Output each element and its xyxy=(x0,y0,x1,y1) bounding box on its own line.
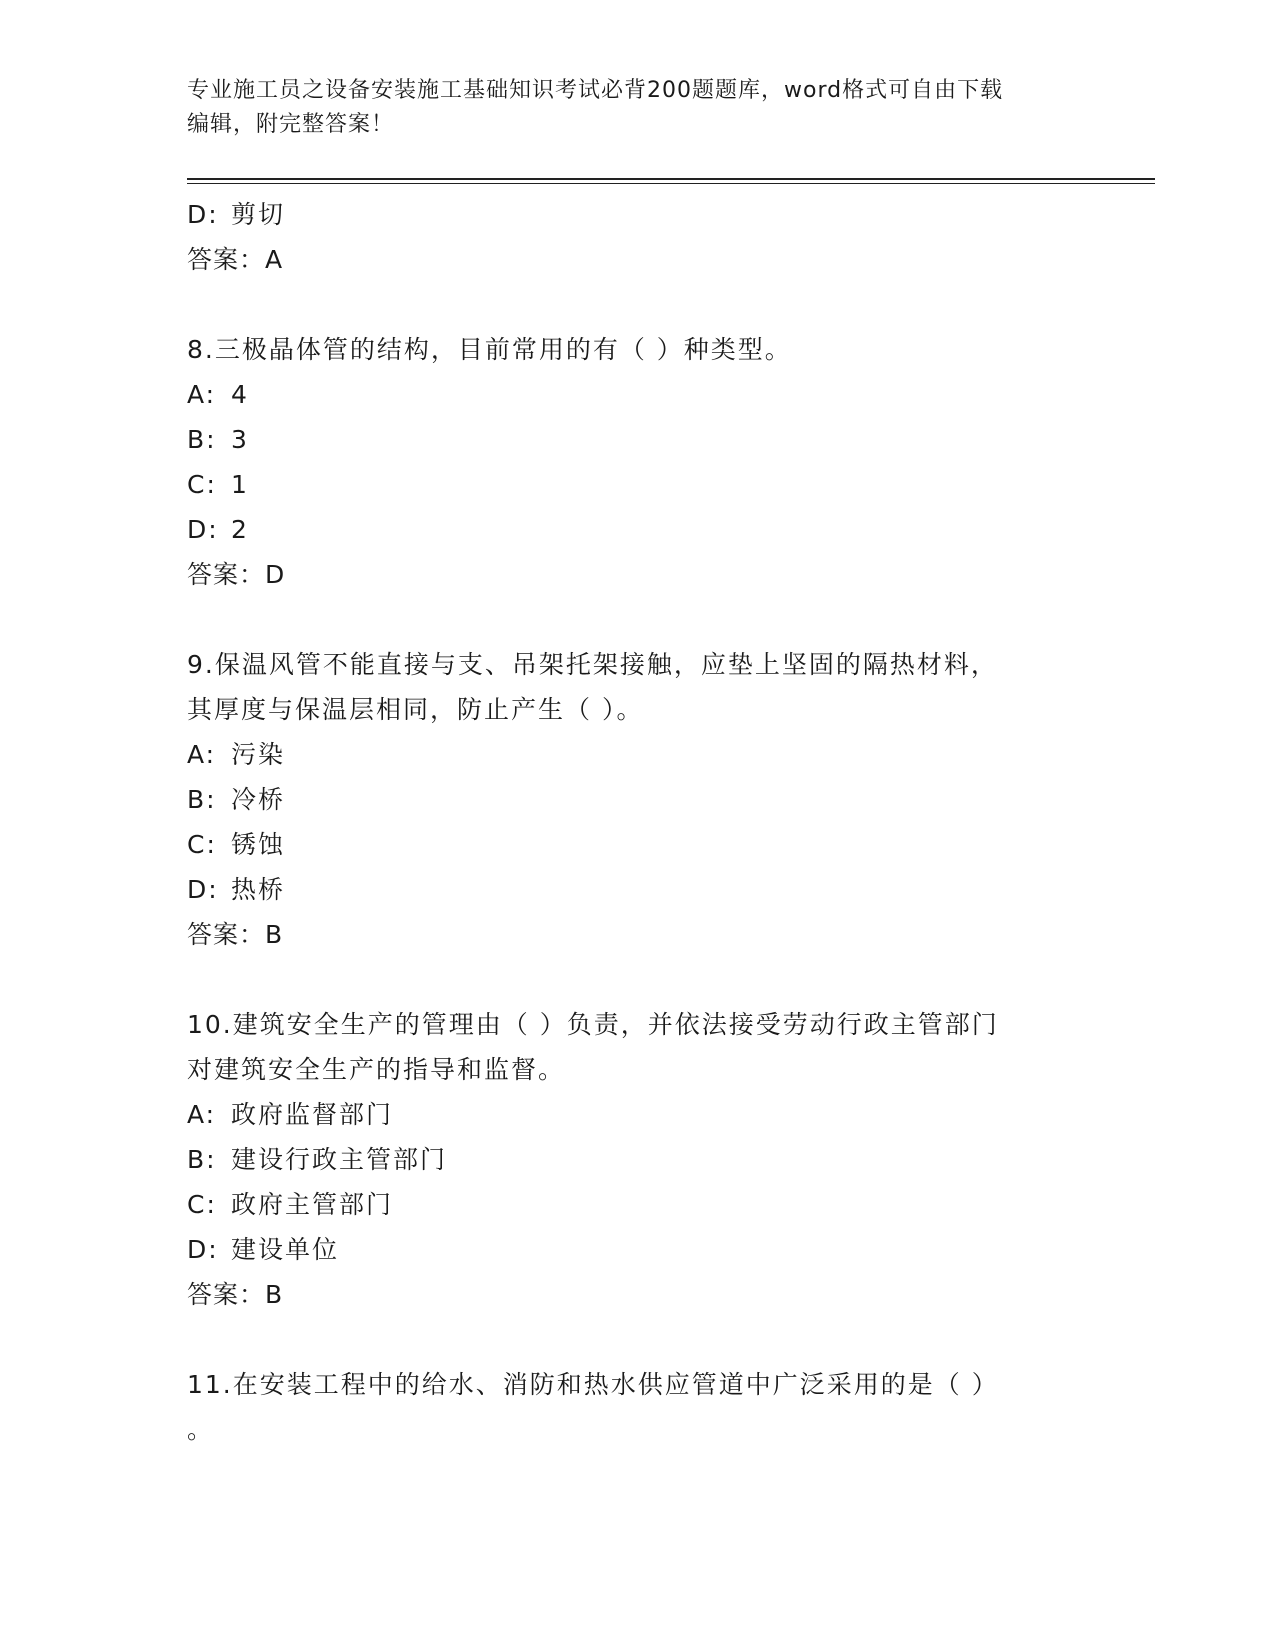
answer: 答案：D xyxy=(187,560,286,589)
option-key: D: xyxy=(187,875,219,904)
option-key: B: xyxy=(187,785,217,814)
option-key: C: xyxy=(187,470,217,499)
option-key: C: xyxy=(187,1190,217,1219)
document-header xyxy=(187,74,1087,142)
question-stem-line-1: 11.在安装工程中的给水、消防和热水供应管道中广泛采用的是（ ） xyxy=(187,1370,999,1399)
option-text: 1 xyxy=(231,470,249,499)
option-b xyxy=(187,417,1087,462)
option-text: 3 xyxy=(231,425,249,454)
header-line-1: 专业施工员之设备安装施工基础知识考试必背200题题库，word格式可自由下载 xyxy=(187,78,1004,103)
option-key: D: xyxy=(187,515,219,544)
header-divider-thin xyxy=(187,183,1155,184)
option-key: A: xyxy=(187,380,217,409)
question-9 xyxy=(187,642,1087,957)
question-11 xyxy=(187,1362,1087,1452)
option-a xyxy=(187,372,1087,417)
question-stem-line-1: 10.建筑安全生产的管理由（ ）负责，并依法接受劳动行政主管部门 xyxy=(187,1010,999,1039)
option-key: B: xyxy=(187,425,217,454)
option-c xyxy=(187,462,1087,507)
option-text: 政府监督部门 xyxy=(231,1100,394,1129)
question-stem-line-1: 9.保温风管不能直接与支、吊架托架接触，应垫上坚固的隔热材料， xyxy=(187,650,998,679)
document-body xyxy=(187,192,1087,1452)
option-key: C: xyxy=(187,830,217,859)
option-a xyxy=(187,732,1087,777)
prev-question xyxy=(187,192,1087,282)
option-text: 政府主管部门 xyxy=(231,1190,394,1219)
option-text: 4 xyxy=(231,380,249,409)
option-a xyxy=(187,1092,1087,1137)
option-d xyxy=(187,507,1087,552)
option-key: A: xyxy=(187,1100,217,1129)
question-stem-line-2: 。 xyxy=(187,1415,215,1444)
option-text: 热桥 xyxy=(231,875,286,904)
option-text: 建设单位 xyxy=(231,1235,340,1264)
option-text: 冷桥 xyxy=(231,785,286,814)
option-c xyxy=(187,822,1087,867)
header-line-2: 编辑，附完整答案！ xyxy=(187,112,395,137)
header-divider-thick xyxy=(187,178,1155,180)
option-c xyxy=(187,1182,1087,1227)
answer: 答案：A xyxy=(187,245,284,274)
option-text: 2 xyxy=(231,515,249,544)
option-d xyxy=(187,867,1087,912)
question-stem-line-2: 其厚度与保温层相同，防止产生（ ）。 xyxy=(187,695,644,724)
option-key: B: xyxy=(187,1145,217,1174)
option-b xyxy=(187,1137,1087,1182)
question-8 xyxy=(187,327,1087,597)
option-d xyxy=(187,192,1087,237)
option-text: 锈蚀 xyxy=(231,830,286,859)
option-key: A: xyxy=(187,740,217,769)
option-text: 污染 xyxy=(231,740,286,769)
question-10 xyxy=(187,1002,1087,1317)
option-d xyxy=(187,1227,1087,1272)
option-text: 剪切 xyxy=(231,200,286,229)
answer: 答案：B xyxy=(187,920,284,949)
option-text: 建设行政主管部门 xyxy=(231,1145,448,1174)
option-key: D: xyxy=(187,1235,219,1264)
option-b xyxy=(187,777,1087,822)
question-stem-line-2: 对建筑安全生产的指导和监督。 xyxy=(187,1055,566,1084)
question-stem: 8.三极晶体管的结构，目前常用的有（ ）种类型。 xyxy=(187,335,792,364)
answer: 答案：B xyxy=(187,1280,284,1309)
option-key: D: xyxy=(187,200,219,229)
